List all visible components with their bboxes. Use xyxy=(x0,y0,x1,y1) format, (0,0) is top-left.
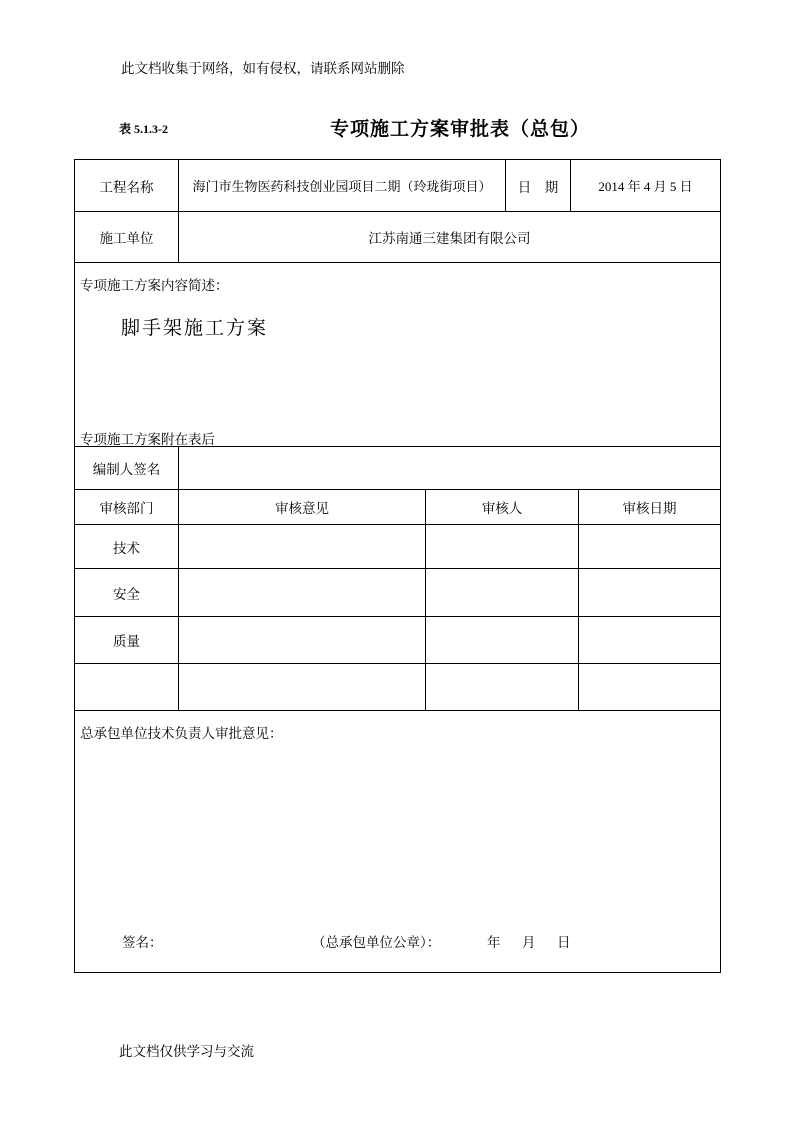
review-department: 技术 xyxy=(113,540,140,557)
preparer-signature-field[interactable] xyxy=(179,447,720,489)
review-department: 安全 xyxy=(113,586,140,603)
project-name-label: 工程名称 xyxy=(99,179,154,196)
reviewer-field[interactable] xyxy=(426,617,578,663)
reviewer-field[interactable] xyxy=(426,569,578,616)
reviewer-field[interactable] xyxy=(426,664,578,710)
row-divider xyxy=(74,262,721,263)
preparer-label: 编制人签名 xyxy=(92,462,161,478)
plan-content: 脚手架施工方案 xyxy=(121,317,269,339)
year-label: 年 xyxy=(487,935,501,951)
row-divider xyxy=(74,710,721,711)
signature-label: 签名： xyxy=(122,935,163,951)
reviewer-field[interactable] xyxy=(426,525,578,568)
review-department xyxy=(75,664,178,710)
header-department: 审核部门 xyxy=(99,501,154,517)
header-note: 此文档收集于网络，如有侵权，请联系网站删除 xyxy=(121,61,405,77)
seal-label: （总承包单位公章）： xyxy=(312,935,441,951)
approval-label: 总承包单位技术负责人审批意见： xyxy=(80,726,283,742)
attachment-note: 专项施工方案附在表后 xyxy=(80,432,215,448)
review-date-field[interactable] xyxy=(579,617,720,663)
review-department: 质量 xyxy=(113,634,140,650)
contractor-value: 江苏南通三建集团有限公司 xyxy=(368,231,531,247)
review-date-field[interactable] xyxy=(579,525,720,568)
review-opinion-field[interactable] xyxy=(179,617,425,663)
date-value: 2014 年 4 月 5 日 xyxy=(598,179,693,194)
review-date-field[interactable] xyxy=(579,664,720,710)
review-opinion-field[interactable] xyxy=(179,569,425,616)
project-name-value: 海门市生物医药科技创业园项目二期（玲珑街项目） xyxy=(192,180,492,195)
header-review-date: 审核日期 xyxy=(622,501,677,517)
month-label: 月 xyxy=(522,935,536,951)
form-title: 专项施工方案审批表（总包） xyxy=(330,118,591,140)
review-opinion-field[interactable] xyxy=(179,525,425,568)
review-opinion-field[interactable] xyxy=(179,664,425,710)
form-number: 表 5.1.3-2 xyxy=(119,122,168,136)
day-label: 日 xyxy=(557,935,571,951)
header-opinion: 审核意见 xyxy=(275,501,329,517)
date-label: 日 期 xyxy=(517,179,559,196)
header-reviewer: 审核人 xyxy=(481,501,523,517)
review-date-field[interactable] xyxy=(579,569,720,616)
contractor-label: 施工单位 xyxy=(99,231,154,247)
footer-note: 此文档仅供学习与交流 xyxy=(119,1044,254,1060)
summary-label: 专项施工方案内容简述： xyxy=(80,278,229,294)
